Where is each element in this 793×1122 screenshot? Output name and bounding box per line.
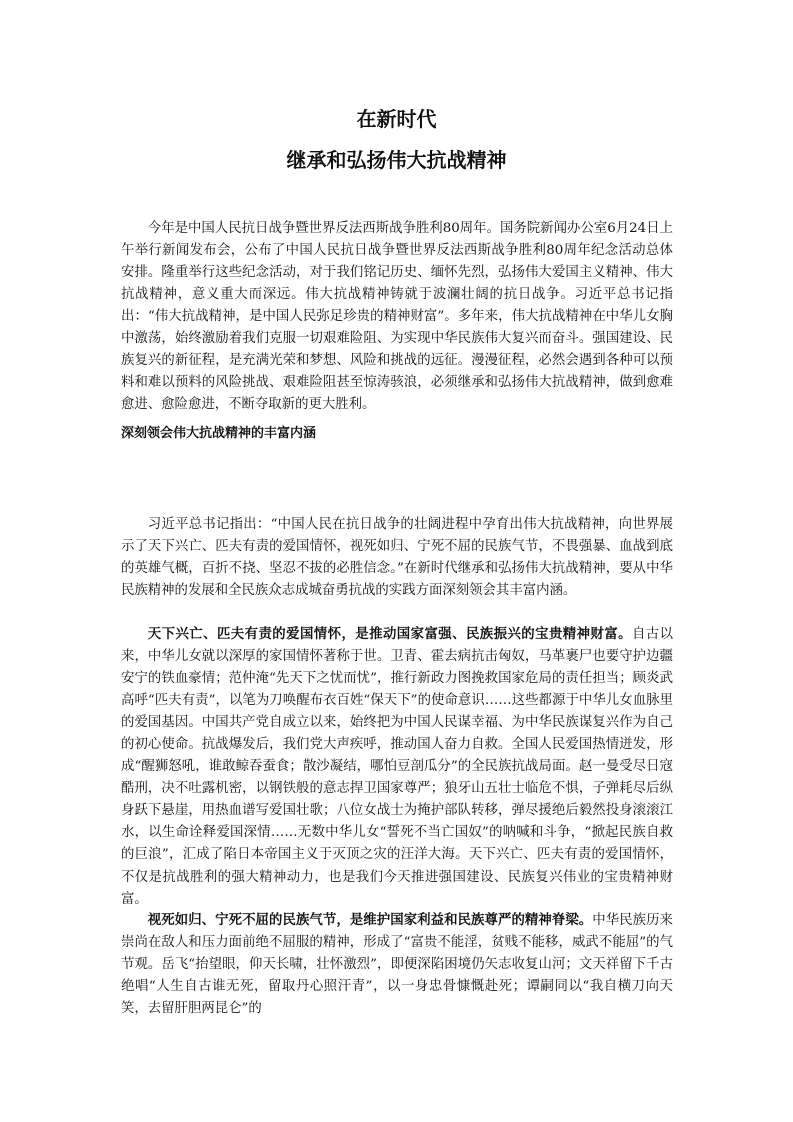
point-1-paragraph — [121, 624, 673, 911]
intro-paragraph: 今年是中国人民抗日战争暨世界反法西斯战争胜利80周年。国务院新闻办公室6月24日上午举行新闻发布会，公布了中国人民抗日战争暨世界反法西斯战争胜利80周年纪念活动总体安排。隆重举行这些纪念活动，对于我们铭记历史、缅怀先烈，弘扬伟大爱国主义精神、伟大抗战精神，意义重大而深远。伟大抗战精神铸就于波澜壮阔的抗日战争。习近平总书记指出：“伟大抗战精神，是中国人民弥足珍贵的精神财富”。多年来，伟大抗战精神在中华儿女胸中激荡，始终激励着我们克服一切艰难险阻、为实现中华民族伟大复兴而奋斗。强国建设、民族复兴的新征程，是充满光荣和梦想、风险和挑战的远征。漫漫征程，必然会遇到各种可以预料和难以预料的风险挑战、艰难险阻甚至惊涛骇浪，必须继承和弘扬伟大抗战精神，做到愈难愈进、愈险愈进，不断夺取新的更大胜利。 — [121, 221, 673, 413]
point-1-body: 自古以来，中华儿女就以深厚的家国情怀著称于世。卫青、霍去病抗击匈奴，马革裹尸也要守护边疆安宁的铁血豪情；范仲淹“先天下之忧而忧”，推行新政力图挽救国家危局的责任担当；顾炎武高呼“匹夫有责”，以笔为刀唤醒布衣百姓“保天下”的使命意识……这些都源于中华儿女血脉里的爱国基因。中国共产党自成立以来，始终把为中国人民谋幸福、为中华民族谋复兴作为自己的初心使命。抗战爆发后，我们党大声疾呼，推动国人奋力自救。全国人民爱国热情迸发，形成“醒狮怒吼，谁敢鲸吞蚕食；散沙凝结，哪怕豆剖瓜分”的全民族抗战局面。赵一曼受尽日寇酷刑，决不吐露机密，以钢铁般的意志捍卫国家尊严；狼牙山五壮士临危不惧，子弹耗尽后纵身跃下悬崖，用热血谱写爱国壮歌；八位女战士为掩护部队转移，弹尽援绝后毅然投身滚滚江水，以生命诠释爱国深情……无数中华儿女“誓死不当亡国奴”的呐喊和斗争，“掀起民族自救的巨浪”，汇成了陷日本帝国主义于灭顶之灾的汪洋大海。天下兴亡、匹夫有责的爱国情怀，不仅是抗战胜利的强大精神动力，也是我们今天推进强国建设、民族复兴伟业的宝贵精神财富。 — [121, 627, 674, 907]
title-line-2: 继承和弘扬伟大抗战精神 — [286, 148, 507, 172]
section-heading: 深刻领会伟大抗战精神的丰富内涵 — [121, 426, 317, 441]
point-1-lead: 天下兴亡、匹夫有责的爱国情怀，是推动国家富强、民族振兴的宝贵精神财富。 — [147, 627, 632, 642]
point-2-body: 中华民族历来崇尚在敌人和压力面前绝不屈服的精神，形成了“富贵不能淫，贫贱不能移，威武不能屈”的气节观。岳飞“抬望眼，仰天长啸，壮怀激烈”，即便深陷困境仍矢志收复山河；文天祥留下千古绝唱“人生自古谁无死，留取丹心照汗青”，以一身忠骨慷慨赴死；谭嗣同以“我自横刀向天笑，去留肝胆两昆仑”的 — [121, 913, 673, 1017]
section-intro-paragraph: 习近平总书记指出：“中国人民在抗日战争的壮阔进程中孕育出伟大抗战精神，向世界展示了天下兴亡、匹夫有责的爱国情怀，视死如归、宁死不屈的民族气节，不畏强暴、血战到底的英雄气概，百折不挠、坚忍不拔的必胜信念。”在新时代继承和弘扬伟大抗战精神，要从中华民族精神的发展和全民族众志成城奋勇抗战的实践方面深刻领会其丰富内涵。 — [121, 517, 673, 599]
point-2-paragraph — [121, 910, 673, 1020]
title-line-1: 在新时代 — [356, 107, 437, 131]
point-2-lead: 视死如归、宁死不屈的民族气节，是维护国家利益和民族尊严的精神脊梁。 — [147, 913, 593, 928]
